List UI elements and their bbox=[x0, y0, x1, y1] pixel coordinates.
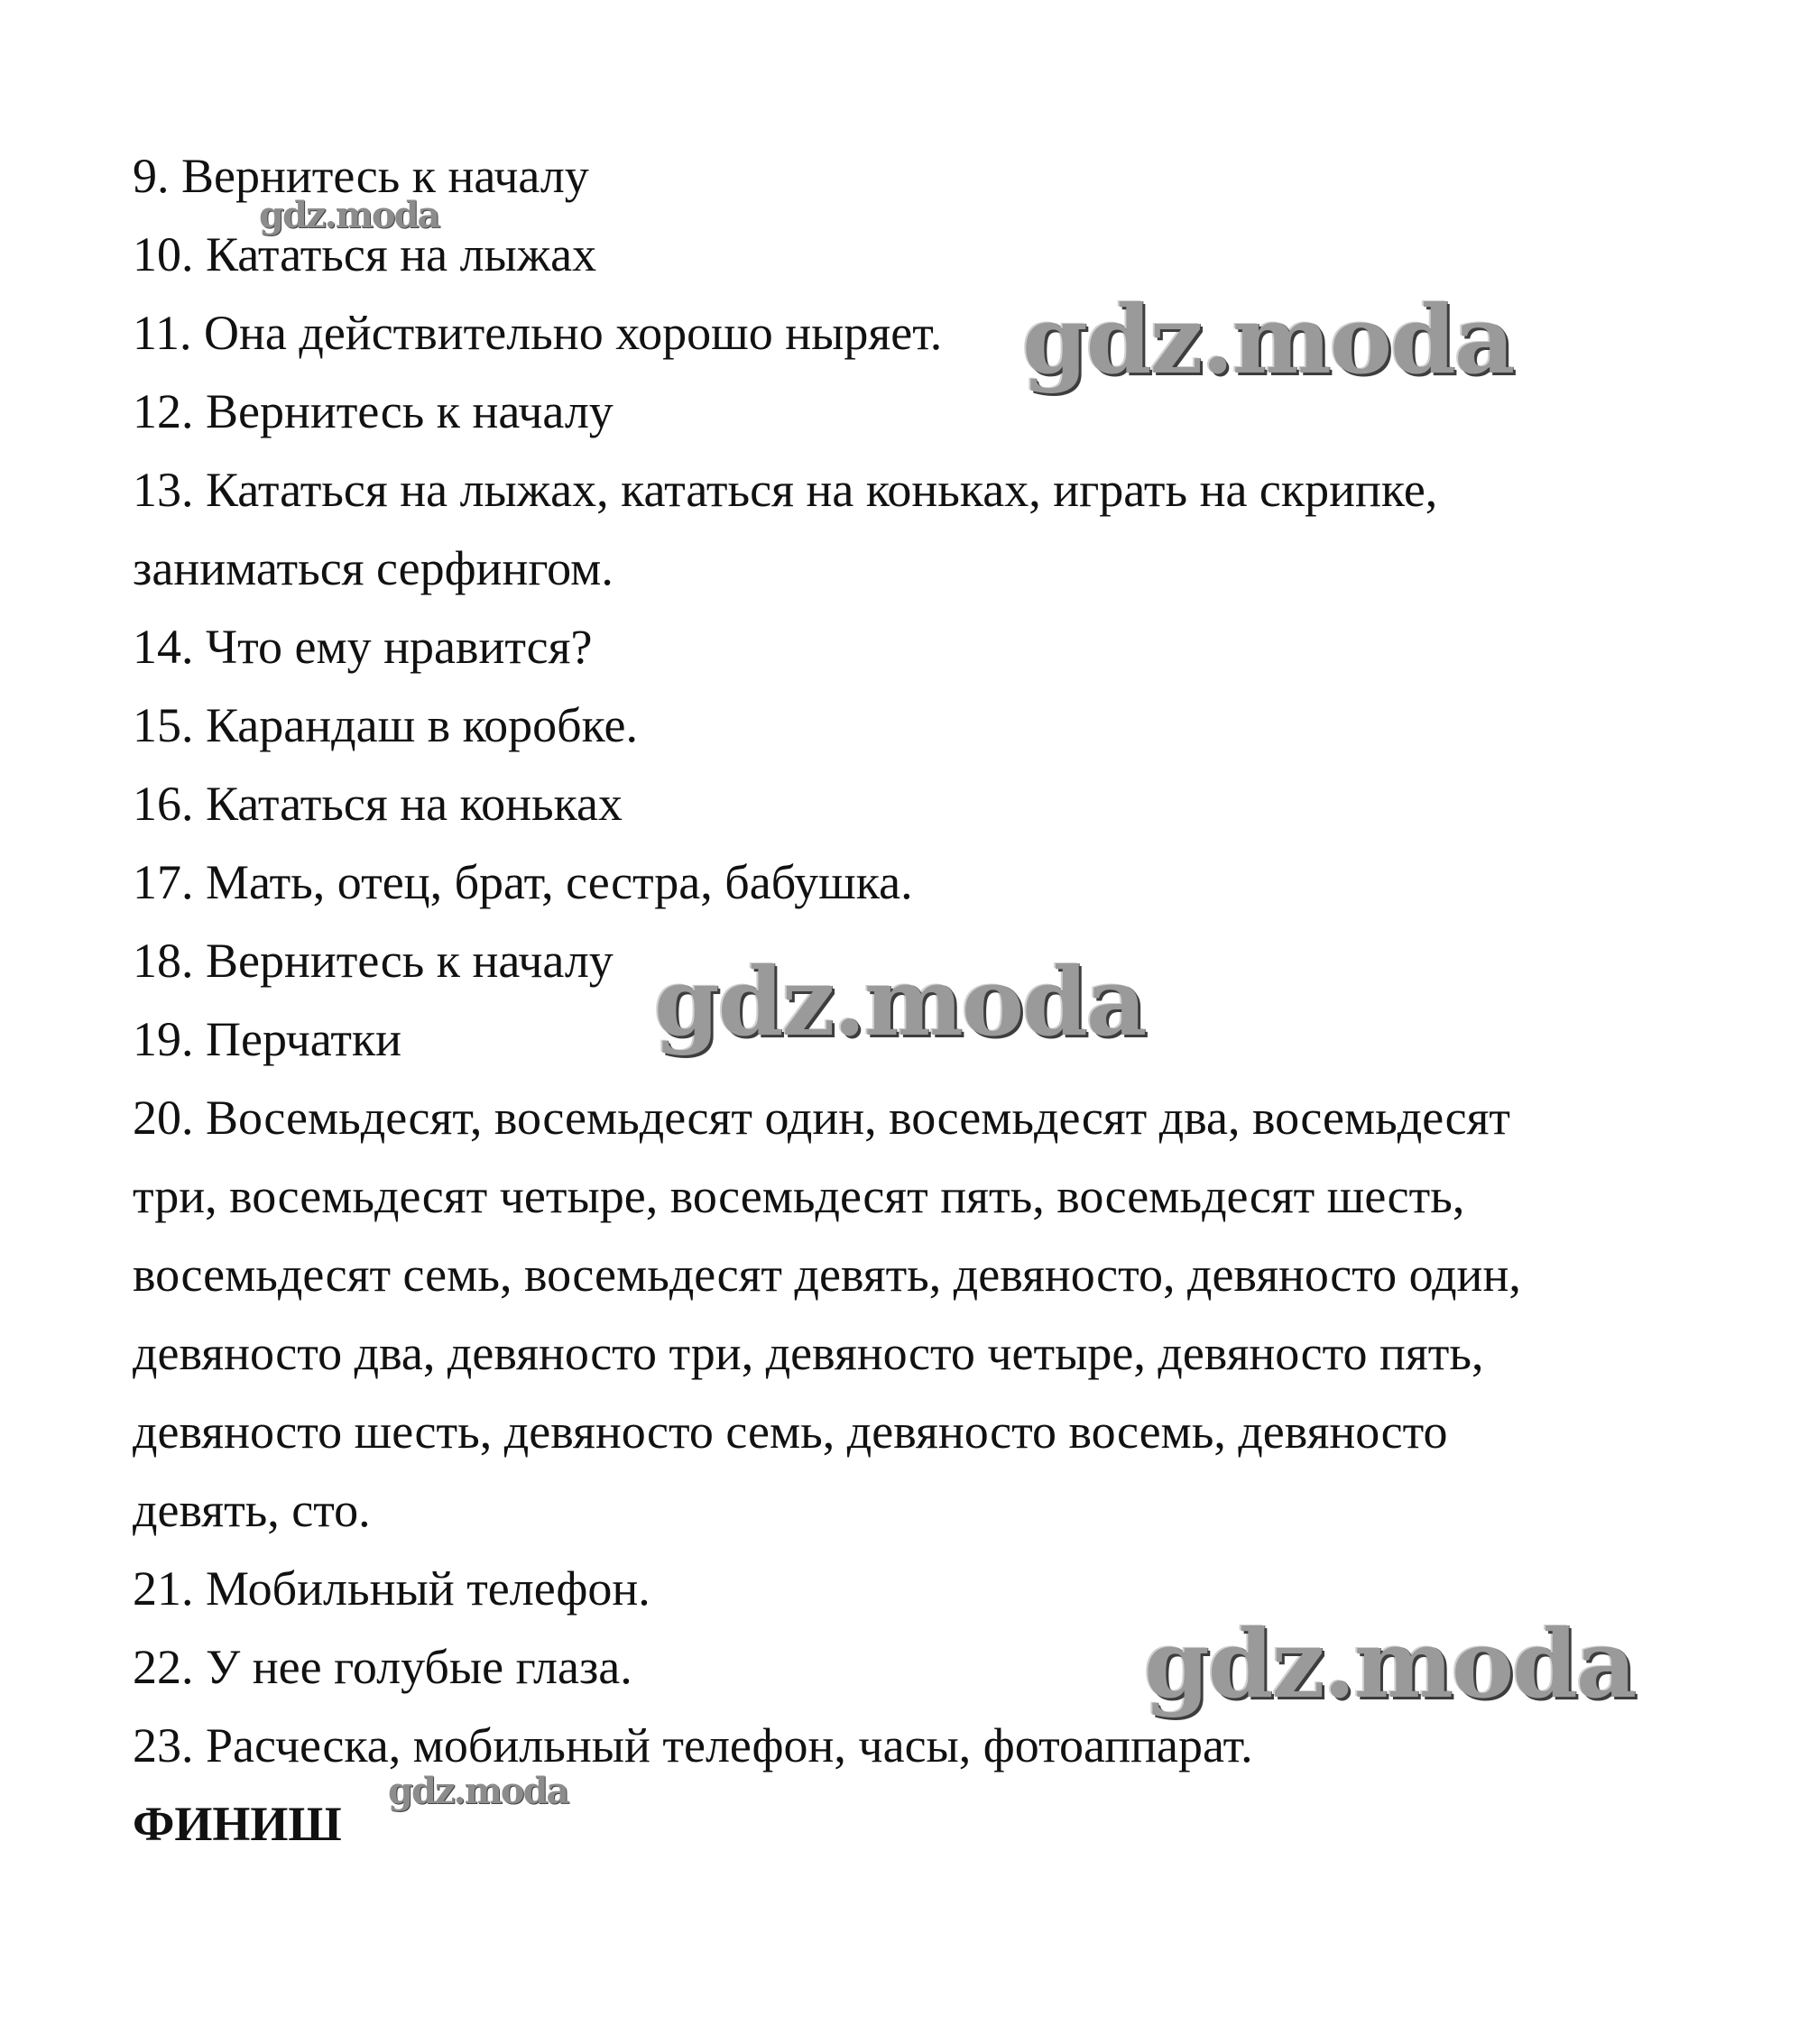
answer-line-20-cont-2: восемьдесят семь, восемьдесят девять, девяносто, девяносто один, bbox=[133, 1248, 1521, 1302]
answer-line-10: 10. Кататься на лыжах bbox=[133, 227, 597, 281]
answer-line-20-cont-3: девяносто два, девяносто три, девяносто четыре, девяносто пять, bbox=[133, 1326, 1484, 1380]
answer-line-14: 14. Что ему нравится? bbox=[133, 620, 593, 674]
answer-line-13-cont: заниматься серфингом. bbox=[133, 541, 614, 595]
answer-list bbox=[133, 137, 1684, 1864]
watermark-large-middle: gdz.moda bbox=[654, 946, 1146, 1057]
answer-line-11: 11. Она действительно хорошо ныряет. bbox=[133, 306, 943, 360]
answer-line-22: 22. У нее голубые глаза. bbox=[133, 1640, 632, 1694]
answer-line-21: 21. Мобильный телефон. bbox=[133, 1561, 650, 1616]
answer-line-20-cont-5: девять, сто. bbox=[133, 1483, 371, 1537]
answer-line-13: 13. Кататься на лыжах, кататься на коньках, играть на скрипке, bbox=[133, 463, 1438, 517]
finish-label: ФИНИШ bbox=[133, 1797, 342, 1851]
watermark-large-bottom: gdz.moda bbox=[1144, 1608, 1636, 1719]
answer-line-20: 20. Восемьдесят, восемьдесят один, восемьдесят два, восемьдесят bbox=[133, 1091, 1511, 1145]
watermark-small-top: gdz.moda bbox=[259, 194, 439, 236]
watermark-large-top: gdz.moda bbox=[1022, 284, 1514, 395]
answer-line-19: 19. Перчатки bbox=[133, 1012, 402, 1066]
watermark-small-bottom: gdz.moda bbox=[388, 1770, 568, 1812]
answer-line-16: 16. Кататься на коньках bbox=[133, 777, 623, 831]
answer-line-20-cont-4: девяносто шесть, девяносто семь, девяносто восемь, девяносто bbox=[133, 1404, 1448, 1459]
answer-line-23: 23. Расческа, мобильный телефон, часы, фотоаппарат. bbox=[133, 1718, 1253, 1772]
answer-line-20-cont-1: три, восемьдесят четыре, восемьдесят пять, восемьдесят шесть, bbox=[133, 1169, 1465, 1223]
answer-line-15: 15. Карандаш в коробке. bbox=[133, 698, 638, 752]
answer-line-12: 12. Вернитесь к началу bbox=[133, 384, 614, 438]
answer-line-18: 18. Вернитесь к началу bbox=[133, 934, 614, 988]
answer-line-9: 9. Вернитесь к началу bbox=[133, 149, 589, 203]
answer-line-17: 17. Мать, отец, брат, сестра, бабушка. bbox=[133, 855, 913, 909]
